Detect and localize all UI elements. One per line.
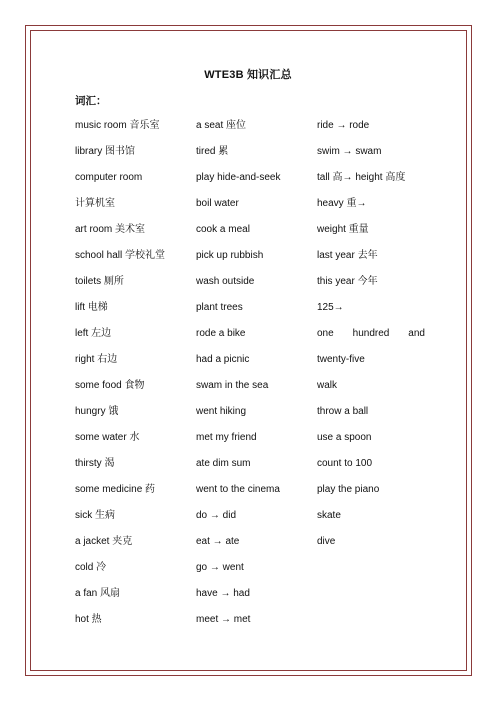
vocab-item: lift 电梯 <box>75 302 108 313</box>
vocab-item: went hiking <box>196 406 247 417</box>
vocab-item: do → did <box>196 510 237 521</box>
vocab-item: ate dim sum <box>196 458 251 469</box>
vocab-item: library 图书馆 <box>75 146 136 157</box>
vocab-item: cook a meal <box>196 224 250 235</box>
vocab-item: 计算机室 <box>75 198 115 209</box>
vocab-item: cold 冷 <box>75 562 107 573</box>
vocab-item: sick 生病 <box>75 510 115 521</box>
vocab-item: swim → swam <box>317 146 382 157</box>
vocab-item: hot 热 <box>75 614 102 625</box>
vocab-item: rode a bike <box>196 328 246 339</box>
vocab-item: play hide-and-seek <box>196 172 281 183</box>
vocab-item: pick up rubbish <box>196 250 264 261</box>
vocab-item: eat → ate <box>196 536 240 547</box>
vocab-item: met my friend <box>196 432 257 443</box>
vocab-item: count to 100 <box>317 458 373 469</box>
vocab-item: plant trees <box>196 302 243 313</box>
vocab-item: left 左边 <box>75 328 112 339</box>
vocab-item: had a picnic <box>196 354 250 365</box>
vocab-item: play the piano <box>317 484 380 495</box>
vocab-item: use a spoon <box>317 432 372 443</box>
vocab-item: skate <box>317 510 341 521</box>
vocab-item: ride → rode <box>317 120 370 131</box>
vocab-item: hungry 饿 <box>75 406 119 417</box>
vocab-word: one <box>317 328 334 339</box>
vocab-column-3 <box>317 119 425 561</box>
vocab-item: 125→ <box>317 302 344 313</box>
vocab-item: weight 重量 <box>317 224 369 235</box>
vocab-item: tired 累 <box>196 146 229 157</box>
vocab-item: computer room <box>75 172 143 183</box>
vocab-item: a jacket 夹克 <box>75 536 133 547</box>
vocab-column-1 <box>75 119 190 639</box>
vocab-item: thirsty 渴 <box>75 458 115 469</box>
vocab-item: a seat 座位 <box>196 120 247 131</box>
vocab-item: went to the cinema <box>196 484 280 495</box>
vocab-item: art room 美术室 <box>75 224 146 235</box>
vocab-item: boil water <box>196 198 239 209</box>
vocab-column-2 <box>196 119 311 639</box>
section-heading-vocabulary: 词汇： <box>75 95 107 107</box>
vocab-item: twenty-five <box>317 354 365 365</box>
vocab-item: toilets 厕所 <box>75 276 124 287</box>
vocab-item: music room 音乐室 <box>75 120 160 131</box>
vocab-item: right 右边 <box>75 354 118 365</box>
vocab-item: tall 高→ height 高度 <box>317 172 406 183</box>
vocab-item: wash outside <box>196 276 255 287</box>
vocab-word: hundred <box>352 328 390 339</box>
vocab-item: dive <box>317 536 336 547</box>
vocab-word: and <box>408 328 425 339</box>
page-title: WTE3B 知识汇总 <box>204 69 292 81</box>
vocab-item: school hall 学校礼堂 <box>75 250 166 261</box>
vocab-item: some water 水 <box>75 432 140 443</box>
vocab-item: this year 今年 <box>317 276 378 287</box>
vocab-item <box>317 327 425 353</box>
vocab-item: swam in the sea <box>196 380 269 391</box>
vocab-item: go → went <box>196 562 244 573</box>
vocab-item: last year 去年 <box>317 250 378 261</box>
vocab-item: some medicine 药 <box>75 484 156 495</box>
vocab-item: walk <box>317 380 338 391</box>
vocab-item: have → had <box>196 588 250 599</box>
vocab-item: meet → met <box>196 614 251 625</box>
vocab-item: some food 食物 <box>75 380 145 391</box>
vocab-item: throw a ball <box>317 406 369 417</box>
vocab-item: a fan 风扇 <box>75 588 121 599</box>
vocab-item: heavy 重→ <box>317 198 367 209</box>
